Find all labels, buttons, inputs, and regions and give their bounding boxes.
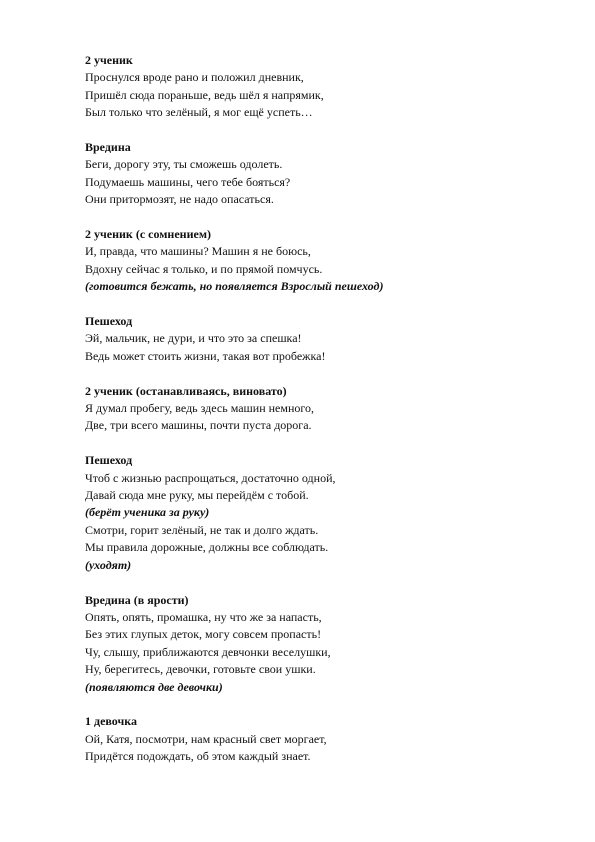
dialogue-line: Я думал пробегу, ведь здесь машин немного, (85, 401, 315, 416)
dialogue-block (85, 452, 555, 574)
dialogue-line: Проснулся вроде рано и положил дневник, (85, 70, 304, 85)
dialogue-line: Смотри, горит зелёный, не так и долго ждать. (85, 522, 319, 537)
dialogue-line: Ведь может стоить жизни, такая вот пробежка! (85, 348, 326, 363)
speaker-name: Пешеход (85, 453, 133, 468)
speaker-name: Вредина (85, 140, 131, 155)
play-script (85, 52, 555, 783)
dialogue-block (85, 383, 555, 435)
dialogue-line: Эй, мальчик, не дури, и что это за спешка! (85, 331, 302, 346)
dialogue-line: Ну, берегитесь, девочки, готовьте свои ушки. (85, 662, 316, 677)
dialogue-line: И, правда, что машины? Машин я не боюсь, (85, 244, 311, 259)
stage-direction: (берёт ученика за руку) (85, 505, 210, 520)
dialogue-line: Они притормозят, не надо опасаться. (85, 192, 274, 207)
stage-direction: (уходят) (85, 557, 132, 572)
dialogue-line: Давай сюда мне руку, мы перейдём с тобой. (85, 488, 309, 503)
dialogue-line: Был только что зелёный, я мог ещё успеть… (85, 105, 313, 120)
speaker-name: Пешеход (85, 314, 133, 329)
dialogue-line: Мы правила дорожные, должны все соблюдать. (85, 540, 329, 555)
dialogue-line: Пришёл сюда пораньше, ведь шёл я напрямик, (85, 87, 324, 102)
dialogue-block (85, 592, 555, 696)
speaker-name: 2 ученик (с сомнением) (85, 227, 211, 242)
dialogue-block (85, 713, 555, 765)
dialogue-line: Подумаешь машины, чего тебе бояться? (85, 174, 291, 189)
stage-direction: (появляются две девочки) (85, 679, 223, 694)
speaker-name: 2 ученик (останавливаясь, виновато) (85, 383, 287, 398)
dialogue-line: Беги, дорогу эту, ты сможешь одолеть. (85, 157, 283, 172)
dialogue-line: Вдохну сейчас я только, и по прямой помчусь. (85, 261, 323, 276)
dialogue-line: Опять, опять, промашка, ну что же за напасть, (85, 609, 322, 624)
dialogue-line: Придётся подождать, об этом каждый знает. (85, 749, 311, 764)
speaker-name: 2 ученик (85, 53, 133, 67)
dialogue-line: Чу, слышу, приближаются девчонки веселушки, (85, 644, 331, 659)
dialogue-block (85, 52, 555, 122)
dialogue-block (85, 226, 555, 296)
dialogue-block (85, 139, 555, 209)
dialogue-line: Две, три всего машины, почти пуста дорога. (85, 418, 312, 433)
dialogue-block (85, 313, 555, 365)
dialogue-line: Без этих глупых деток, могу совсем пропасть! (85, 627, 322, 642)
dialogue-line: Чтоб с жизнью распрощаться, достаточно одной, (85, 470, 336, 485)
stage-direction: (готовится бежать, но появляется Взрослый пешеход) (85, 279, 384, 294)
speaker-name: 1 девочка (85, 714, 137, 729)
dialogue-line: Ой, Катя, посмотри, нам красный свет моргает, (85, 731, 327, 746)
speaker-name: Вредина (в ярости) (85, 592, 189, 607)
